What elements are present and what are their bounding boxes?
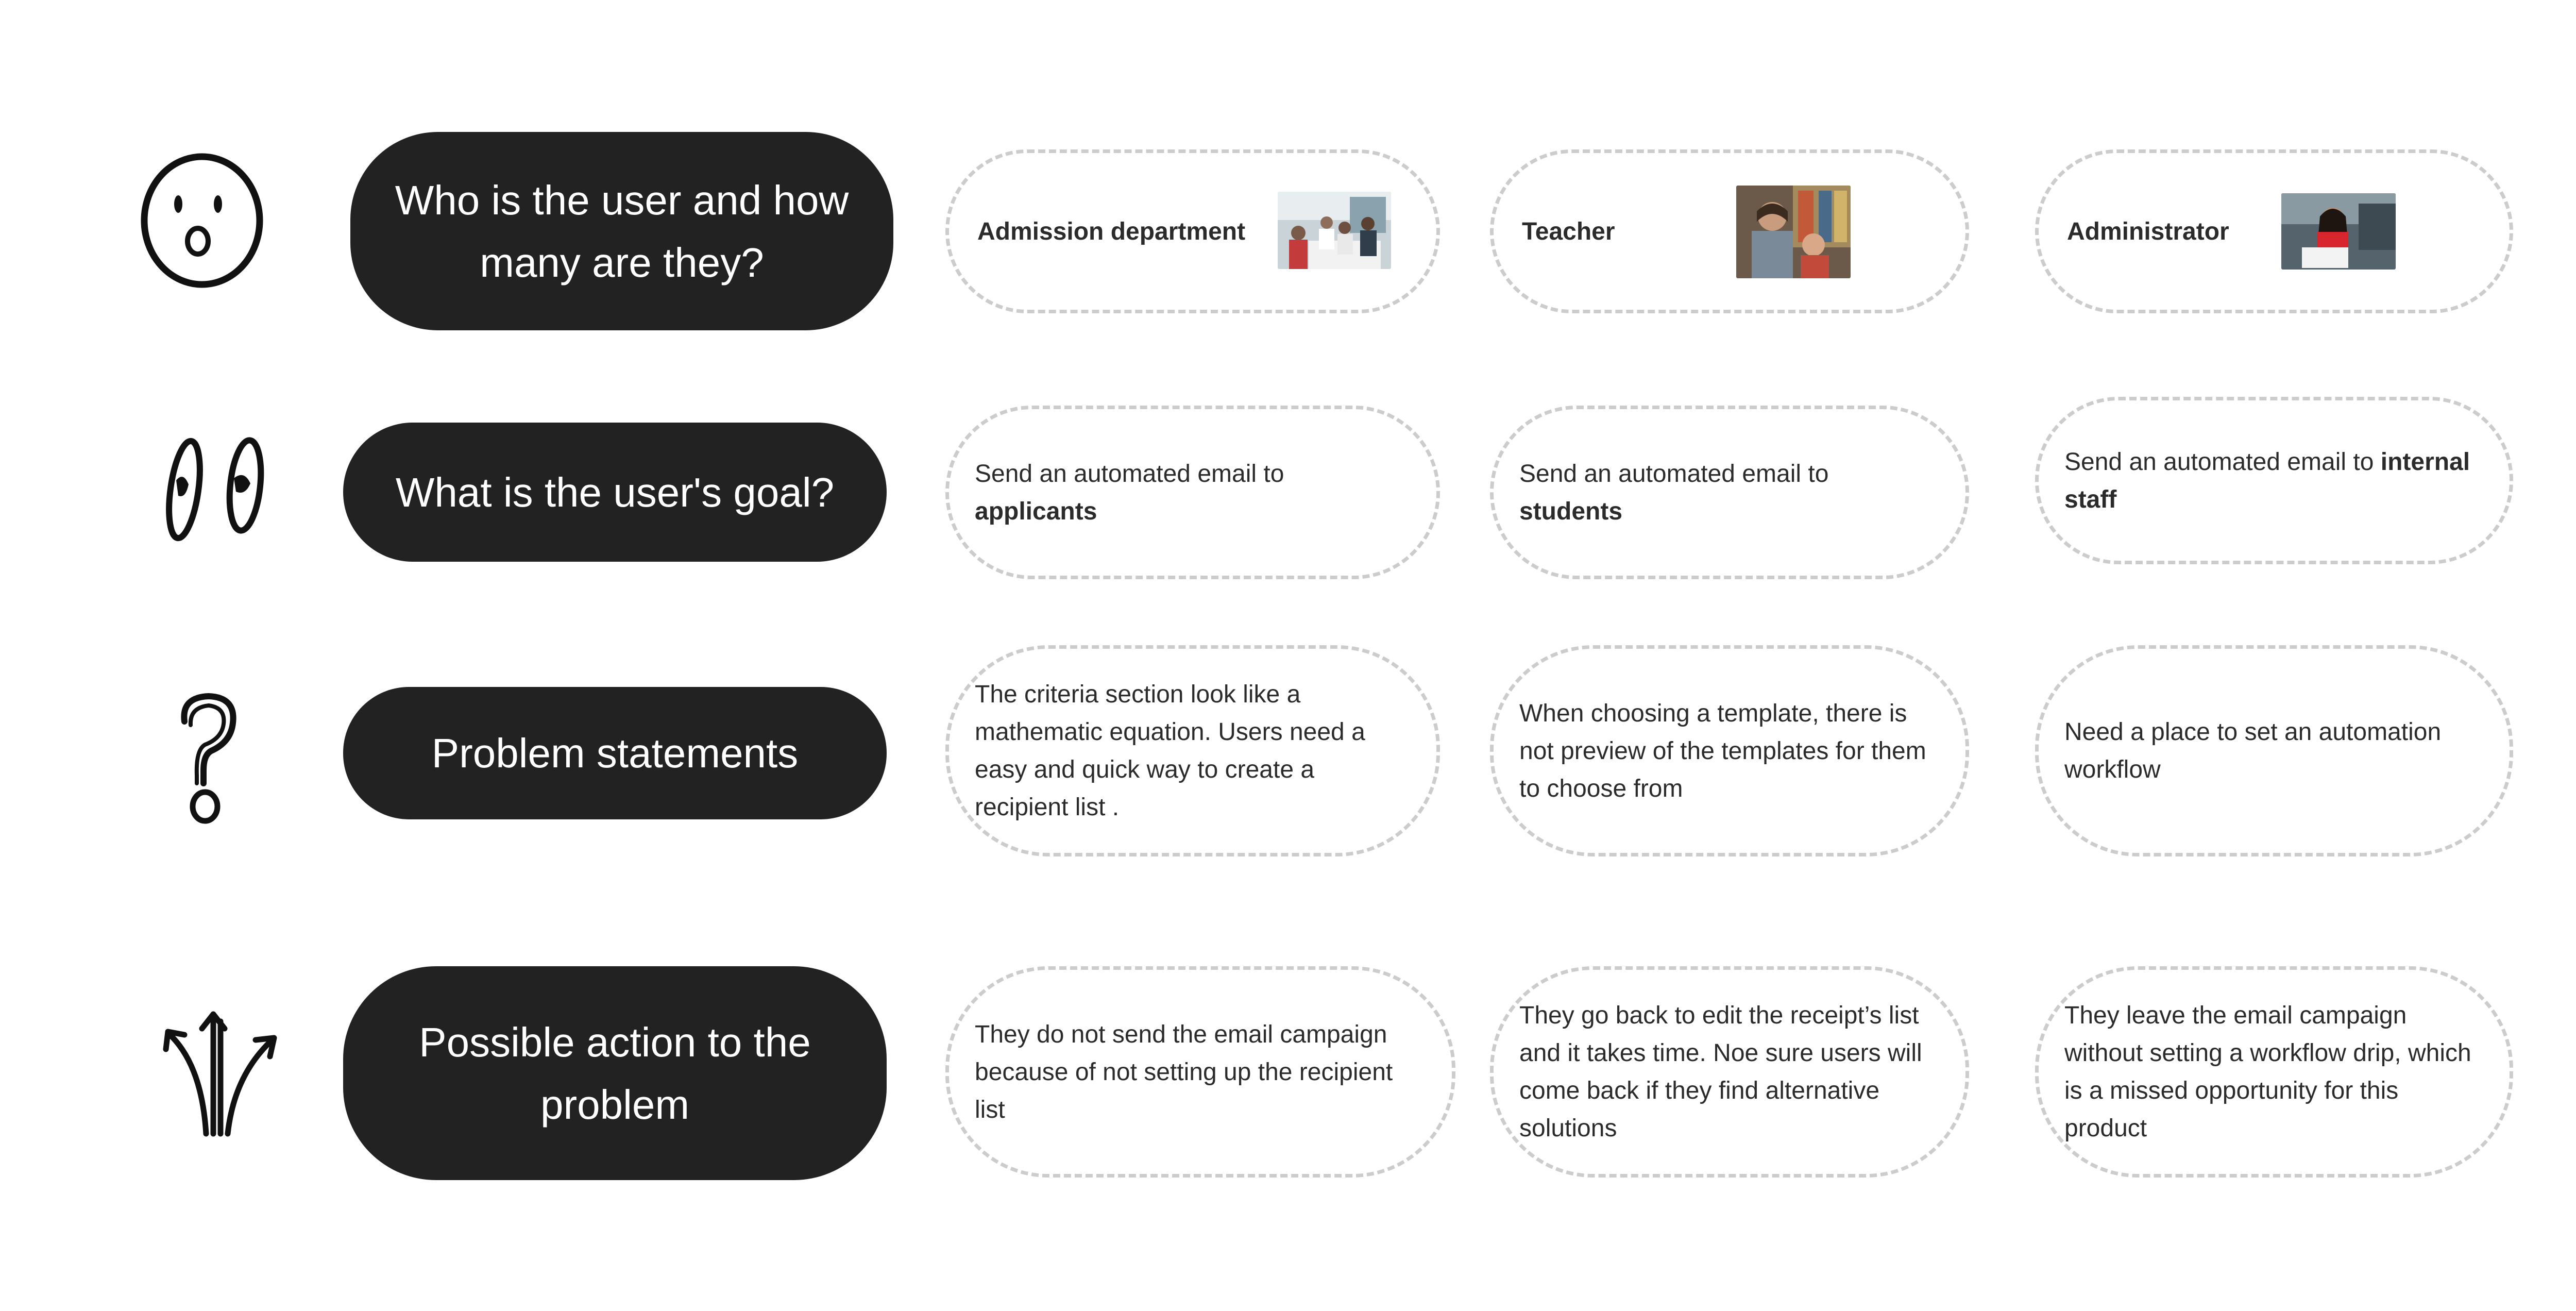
user-card-label: Admission department [977,217,1246,245]
diverging-arrows-icon [161,1010,280,1136]
user-card-label: Administrator [2067,217,2229,245]
goal-card-text-regular: Send an automated email to [1519,460,1829,488]
goal-card-text-bold: internal staff [2064,448,2470,513]
goal-card [945,406,1440,579]
row-question-text: Possible action to the problem [419,1019,811,1128]
problem-card-text: Need a place to set an automation workflow [2064,718,2442,783]
goal-card-text-regular: Send an automated email to [975,460,1284,488]
problem-card-text: The criteria section look like a mathematic equation. Users need a easy and quick way to create a recipient list . [975,681,1365,821]
row-question-pill [343,966,887,1180]
row-question-text: Problem statements [431,730,799,776]
goal-card [1490,406,1969,579]
action-card-text: They do not send the email campaign because of not setting up the recipient list [975,1020,1393,1123]
problem-card [2035,645,2513,856]
goal-card-text [975,455,1411,530]
action-card [2035,966,2513,1178]
eyes-icon [163,438,268,544]
surprised-face-icon [139,153,265,289]
action-card [945,966,1455,1178]
row-question-text: What is the user's goal? [395,469,835,515]
goal-card [2035,397,2513,564]
goal-card-text-bold: applicants [975,497,1097,525]
office-team-photo [1278,192,1391,269]
goal-card-text-regular: Send an automated email to [2064,448,2381,476]
row-question-pill [343,423,887,562]
row-question-pill [350,132,893,330]
action-card-text: They leave the email campaign without setting a workflow drip, which is a missed opportunity for this product [2064,1002,2471,1142]
goal-card-text-bold: students [1519,497,1623,525]
problem-card [1490,645,1969,856]
problem-card-text: When choosing a template, there is not preview of the templates for them to choose from [1519,699,1926,802]
action-card-text: They go back to edit the receipt’s list and it takes time. Noe sure users will come back if they find alternative solutions [1519,1002,1922,1142]
problem-card [945,645,1440,856]
goal-card-text [1519,455,1940,530]
row-question-text: Who is the user and how many are they? [395,177,849,285]
user-card-label: Teacher [1522,217,1615,245]
goal-card-text [2064,443,2484,518]
row-question-pill [343,687,887,819]
teacher-student-photo [1736,186,1851,278]
action-card [1490,966,1969,1178]
question-mark-icon [175,693,242,827]
user-card [2035,149,2513,313]
user-card [1490,149,1969,313]
administrator-laptop-photo [2281,193,2396,270]
